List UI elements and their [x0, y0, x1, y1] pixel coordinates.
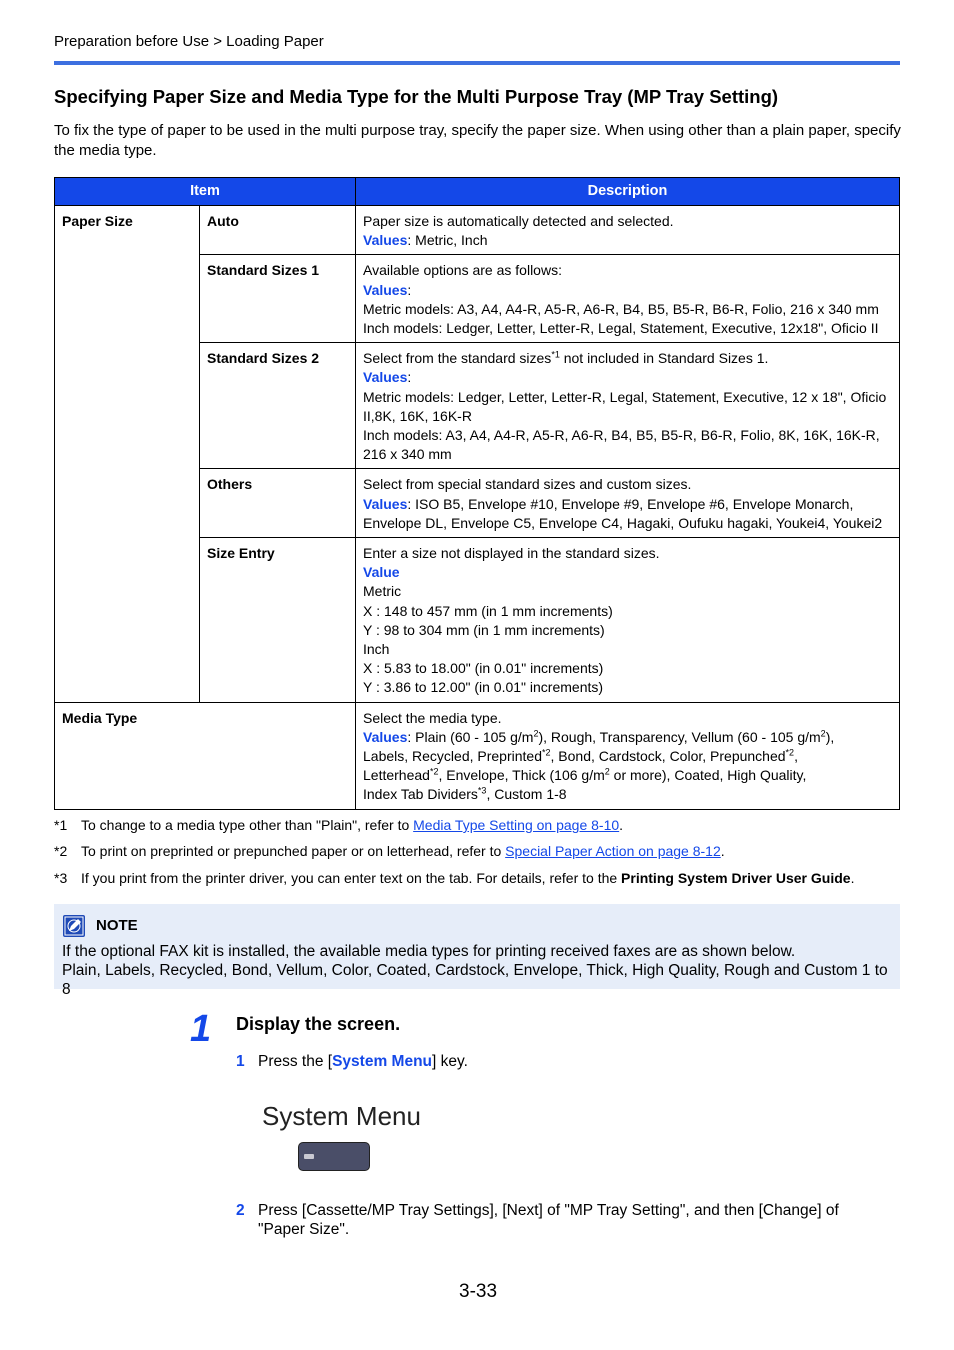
system-menu-key-label: System Menu	[262, 1101, 421, 1131]
row-label-auto: Auto	[200, 206, 356, 255]
note-pencil-icon	[63, 915, 85, 937]
media-type-setting-link[interactable]: Media Type Setting on page 8-10	[413, 817, 620, 833]
breadcrumb: Preparation before Use > Loading Paper	[54, 33, 324, 50]
row-desc-standard-sizes-2: Select from the standard sizes$^{*1}$ not included in Standard Sizes 1. Values: Metric models: Ledger, Letter, Letter-R, Legal, Statement, Executive, 12 x 18", Oficio II,8K, 16K, 16K-R Inch models: A3, A4, A4-R, A5-R, A6-R, B4, B5, B5-R, B6-R, Folio, 8K, 16K, 16K-R, 216 x 340 mm	[356, 343, 900, 469]
step-title: Display the screen.	[236, 1014, 401, 1034]
table-row	[55, 206, 900, 255]
substep-2: 2 Press [Cassette/MP Tray Settings], [Next] of "MP Tray Setting", and then [Change] of "Paper Size".	[236, 1202, 839, 1238]
settings-table	[54, 177, 900, 810]
page-number: 3-33	[459, 1281, 498, 1302]
header-rule	[54, 61, 900, 65]
row-label-others: Others	[200, 469, 356, 538]
row-desc-standard-sizes-1: Available options are as follows: Values: Metric models: A3, A4, A4-R, A5-R, A6-R, B4, B5, B5-R, B6-R, Folio, 216 x 340 mm Inch models: Ledger, Letter, Letter-R, Legal, Statement, Executive, 12x18", Oficio II	[356, 255, 900, 343]
row-desc-size-entry: Enter a size not displayed in the standard sizes. Value Metric X : 148 to 457 mm (in 1 mm increments) Y : 98 to 304 mm (in 1 mm increments) Inch X : 5.83 to 18.00" (in 0.01" increments) Y : 3.86 to 12.00" (in 0.01" increments)	[356, 538, 900, 703]
footnote-2: *2 To print on preprinted or prepunched paper or on letterhead, refer to Special Paper Action on page 8-12.	[54, 843, 725, 859]
substep-1: 1 Press the [System Menu] key.	[236, 1053, 468, 1070]
media-type-label: Media Type	[55, 702, 356, 809]
values-label: Values	[363, 281, 408, 298]
values-label: Values	[363, 369, 408, 386]
row-label-size-entry: Size Entry	[200, 538, 356, 703]
section-heading: Specifying Paper Size and Media Type for the Multi Purpose Tray (MP Tray Setting)	[54, 86, 779, 107]
header-item: Item	[55, 178, 356, 206]
footnote-1: *1 To change to a media type other than "Plain", refer to Media Type Setting on page 8-10.	[54, 817, 624, 833]
note-text: If the optional FAX kit is installed, the available media types for printing received faxes are as shown below. Plain, Labels, Recycled, Bond, Vellum, Color, Coated, Cardstock, Envelope, Thick, High Quality, Rough and Custom 1 to 8	[62, 943, 888, 998]
step-number: 1	[190, 1008, 212, 1050]
row-label-standard-sizes-2: Standard Sizes 2	[200, 343, 356, 469]
footnote-3: *3 If you print from the printer driver, you can enter text on the tab. For details, refer to the Printing System Driver User Guide.	[54, 870, 855, 886]
values-label: Values	[363, 728, 408, 745]
system-menu-key-ref: System Menu	[332, 1053, 433, 1070]
values-label: Values	[363, 232, 408, 249]
row-label-standard-sizes-1: Standard Sizes 1	[200, 255, 356, 343]
row-desc-media-type: Select the media type. Values: Plain (60 - 105 $g/m^2$), Rough, Transparency, Vellum (60 - 105 $g/m^2$), Labels, Recycled, Preprinted$^{*2}$, Bond, Cardstock, Color, Prepunched$^{*2}$, Letterhead$^{*2}$, Envelope, Thick (106 $g/m^2$ or more), Coated, High Quality, Index Tab Dividers$^{*3}$, Custom 1-8	[356, 702, 900, 809]
paper-size-label: Paper Size	[55, 206, 200, 703]
row-desc-others: Select from special standard sizes and custom sizes. Values: ISO B5, Envelope #10, Envelope #9, Envelope #6, Envelope Monarch, Envelope DL, Envelope C5, Envelope C4, Hagaki, Oufuku hagaki, Youkei4, Youkei2	[356, 469, 900, 538]
intro-paragraph: To fix the type of paper to be used in the multi purpose tray, specify the paper size. When using other than a plain paper, specify the media type.	[54, 122, 901, 159]
special-paper-action-link[interactable]: Special Paper Action on page 8-12	[505, 843, 721, 859]
key-indicator-icon	[304, 1154, 314, 1159]
system-menu-key-button[interactable]	[298, 1142, 370, 1171]
table-header-row	[55, 178, 900, 206]
value-label: Value	[363, 564, 400, 581]
note-title: NOTE	[96, 917, 138, 934]
row-desc-auto: Paper size is automatically detected and selected. Values: Metric, Inch	[356, 206, 900, 255]
values-label: Values	[363, 495, 408, 512]
table-row	[55, 702, 900, 809]
header-description: Description	[356, 178, 900, 206]
note-box	[54, 904, 900, 998]
